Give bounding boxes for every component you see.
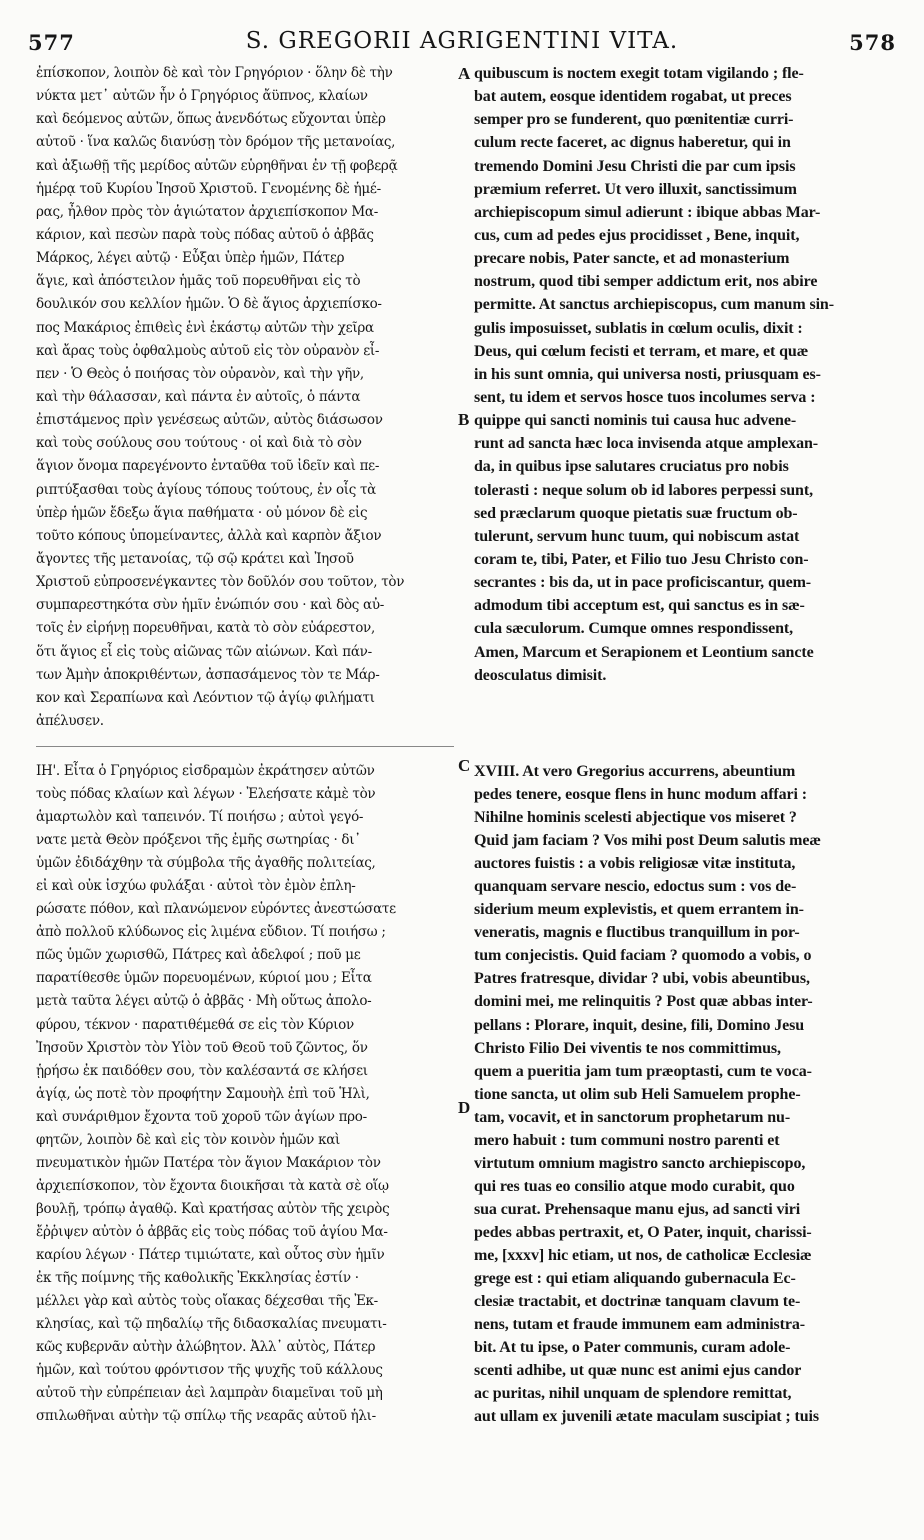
latin-text-line: precare nobis, Pater sancte, et ad monasterium: [474, 250, 790, 268]
greek-text-line: ἐπίσκοπον, λοιπὸν δὲ καὶ τὸν Γρηγόριον · ὅλην δὲ τὴν: [36, 65, 393, 81]
greek-text-line: σπιλωθῆναι αὐτὴν τῷ σπίλῳ τῆς νεαρᾶς αὐτοῦ ἡλι-: [36, 1408, 376, 1425]
latin-text-line: Patres fratresque, dividar ? ubi, vobis abeuntibus,: [474, 970, 810, 988]
greek-text-line: αὐτοῦ · ἵνα καλῶς διανύσῃ τὸν δρόμον τῆς μετανοίας,: [36, 134, 396, 151]
greek-text-line: ἅγιε, καὶ ἀπόστειλον ἡμᾶς τοῦ πορευθῆναι εἰς τὸ: [36, 273, 361, 290]
latin-text-line: Amen, Marcum et Serapionem et Leontium sancte: [474, 643, 814, 661]
latin-text-line: quibuscum is noctem exegit totam vigilando ; fle-: [474, 65, 804, 82]
latin-text-line: da, in quibus ipse salutares cruciatus pro nobis: [474, 458, 789, 476]
greek-text-line: καὶ τὴν θάλασσαν, καὶ πάντα ἐν αὐτοῖς, ὁ πάντα: [36, 388, 361, 405]
latin-text-line: ac puritas, nihil unquam de splendore remittat,: [474, 1385, 792, 1403]
right-page-number: 578: [849, 30, 896, 55]
greek-text-line: καὶ δεόμενος αὐτῶν, ὅπως ἀνενδότως εὔχονται ὑπὲρ: [36, 111, 386, 128]
latin-text-line: Christo Filio Dei viventis te nos committimus,: [474, 1039, 781, 1057]
latin-text-line: grege est : qui etiam aliquando gubernacula Ec-: [474, 1270, 796, 1288]
margin-marker-c: C: [458, 756, 471, 775]
greek-text-line: καὶ ἀξιωθῇ τῆς μερίδος αὐτῶν εὑρηθῆναι ἐν τῇ φοβερᾷ: [36, 157, 398, 174]
greek-text-line: ἡμῶν, καὶ τούτου φρόντισον τῆς ψυχῆς τοῦ κάλλους: [36, 1362, 383, 1379]
latin-text-line: admodum tibi acceptum est, qui sanctus es in sæ-: [474, 597, 805, 615]
section-divider: [36, 746, 454, 747]
latin-text-line: tam, vocavit, et in sanctorum prophetarum nu-: [474, 1108, 791, 1126]
latin-text-line: Quid jam faciam ? Vos mihi post Deum salutis meæ: [474, 832, 821, 850]
latin-text-line: XVIII. At vero Gregorius accurrens, abeuntium: [474, 763, 796, 780]
latin-text-line: nostrum, quod tibi semper addictum erit, nos abire: [474, 273, 818, 291]
latin-text-line: Nihilne hominis scelesti abjectique vos miseret ?: [474, 809, 797, 827]
greek-text-line: ἅγιον ὄνομα παρεγένοντο ἐνταῦθα τοῦ ἰδεῖν καὶ πε-: [36, 458, 380, 475]
latin-text-line: clesiæ tractabit, et doctrinæ tanquam clavum te-: [474, 1293, 801, 1311]
latin-text-line: tum conjecistis. Quid faciam ? quomodo a vobis, o: [474, 947, 812, 965]
greek-text-line: κον καὶ Σεραπίωνα καὶ Λεόντιον τῷ ἁγίῳ φιλήματι: [36, 689, 375, 706]
latin-text-line: pellans : Plorare, inquit, desine, fili, Domino Jesu: [474, 1016, 805, 1034]
latin-text-line: secrantes : bis da, ut in pace proficiscantur, quem-: [474, 574, 812, 592]
latin-text-line: pedes tenere, eosque flens in hunc modum affari :: [474, 786, 808, 804]
greek-text-line: κλησίας, καὶ τῷ πηδαλίῳ τῆς διδασκαλίας πνευματι-: [36, 1316, 387, 1333]
greek-text-line: παρατίθεσθε ὑμῶν πορευομένων, κύριοί μου ; Εἶτα: [36, 970, 372, 987]
latin-text-line: in his sunt omnia, qui universa nosti, priusquam es-: [474, 365, 821, 383]
latin-text-line: bit. At tu ipse, o Pater communis, curam adole-: [474, 1339, 791, 1357]
latin-text-line: pedes abbas pertraxit, et, O Pater, inquit, charissi-: [474, 1223, 812, 1241]
greek-text-line: νατε μετὰ Θεὸν πρόξενοι τῆς ἐμῆς σωτηρίας · δι᾽: [36, 832, 361, 849]
greek-text-line: ΙΗ'. Εἶτα ὁ Γρηγόριος εἰσδραμὼν ἐκράτησεν αὐτῶν: [36, 763, 375, 779]
greek-text-line: καρίου λέγων · Πάτερ τιμιώτατε, καὶ οὗτος σὺν ἡμῖν: [36, 1246, 385, 1263]
latin-column-top: [474, 62, 890, 687]
greek-text-line: εἰ καὶ οὐκ ἰσχύω φυλάξαι · αὐτοὶ τὸν ἐμὸν ἐπλη-: [36, 878, 356, 895]
latin-text-line: veneratis, magnis e fluctibus tranquillum in por-: [474, 924, 800, 942]
latin-text-line: quippe qui sancti nominis tui causa huc advene-: [474, 412, 797, 430]
greek-text-line: φητῶν, λοιπὸν δὲ καὶ εἰς τὸν κοινὸν ἡμῶν καὶ: [36, 1131, 341, 1148]
margin-marker-b: B: [458, 410, 470, 429]
latin-text-line: nens, tutam et fraude immunem eam administra-: [474, 1316, 806, 1334]
greek-text-line: ἀπὸ πολλοῦ κλύδωνος εἰς λιμένα εὔδιον. Τί ποιήσω ;: [36, 924, 386, 941]
greek-text-line: Ἰησοῦν Χριστὸν τὸν Υἱὸν τοῦ Θεοῦ τοῦ ζῶντος, ὅν: [36, 1039, 368, 1056]
latin-text-line: præmium referret. Ut vero illuxit, sanctissimum: [474, 180, 797, 198]
greek-text-line: ᾑρήσω ἐκ παιδόθεν σου, τὸν καλέσαντά σε κλήσει: [36, 1062, 368, 1079]
latin-text-line: cula sæculorum. Cumque omnes respondissent,: [474, 620, 793, 638]
latin-text-line: deosculatus dimisit.: [474, 666, 607, 684]
greek-text-line: ἐκ τῆς ποίμνης τῆς καθολικῆς Ἐκκλησίας ἐστίν ·: [36, 1270, 359, 1287]
latin-text-line: aut ullam ex juvenili ætate maculam suscipiat ; tuis: [474, 1408, 820, 1426]
running-header: [28, 28, 896, 62]
greek-text-line: μέλλει γὰρ καὶ αὐτὸς τοὺς οἴακας δέχεσθαι τῆς Ἐκ-: [36, 1293, 378, 1310]
latin-text-line: auctores fuistis : a vobis religiosæ vitæ instituta,: [474, 855, 796, 873]
latin-text-line: sed præclarum quoque pietatis suæ fructum ob-: [474, 504, 798, 522]
latin-text-line: siderium meum explevistis, et quem errantem in-: [474, 901, 804, 919]
margin-marker-d: D: [458, 1098, 471, 1117]
latin-text-line: tione sancta, ut olim sub Heli Samuelem prophe-: [474, 1085, 801, 1103]
greek-text-line: ρας, ἦλθον πρὸς τὸν ἁγιώτατον ἀρχιεπίσκοπον Μα-: [36, 203, 379, 220]
latin-text-line: sent, tu idem et servos hosce tuos incolumes serva :: [474, 388, 816, 406]
latin-text-line: semper pro se funderent, quo pœnitentiæ curri-: [474, 111, 794, 129]
greek-text-line: ἁγίᾳ, ὡς ποτὲ τὸν προφήτην Σαμουὴλ ἐπὶ τοῦ Ἡλὶ,: [36, 1085, 370, 1102]
latin-text-line: culum recte faceret, ac dignus haberetur, qui in: [474, 134, 791, 152]
greek-text-line: βουλῇ, τρόπῳ ἀγαθῷ. Καὶ κρατήσας αὐτὸν τῆς χειρὸς: [36, 1200, 390, 1217]
greek-text-line: αὐτοῦ τὴν εὐπρέπειαν ἀεὶ λαμπρὰν διαμεῖναι τοῦ μὴ: [36, 1385, 383, 1402]
latin-text-line: tremendo Domini Jesu Christi die par cum ipsis: [474, 157, 796, 175]
greek-text-line: ριπτύξασθαι τοὺς ἁγίους τόπους τούτους, ἐν οἷς τὰ: [36, 481, 376, 498]
greek-text-line: πῶς ὑμῶν χωρισθῶ, Πάτρες καὶ ἀδελφοί ; ποῦ με: [36, 947, 361, 964]
margin-marker-a: A: [458, 64, 471, 83]
greek-text-line: καὶ συνάριθμον ἔχοντα τοῦ χοροῦ τῶν ἁγίων προ-: [36, 1108, 367, 1125]
greek-text-line: κάριον, καὶ πεσὼν παρὰ τοὺς πόδας αὐτοῦ ὁ ἀββᾶς: [36, 226, 374, 243]
latin-text-line: gulis imposuisset, sublatis in cœlum oculis, dixit :: [474, 319, 803, 337]
greek-text-line: Χριστοῦ εὐπροσενέγκαντες τὸν δοῦλόν σου τοῦτον, τὸν: [36, 574, 405, 591]
greek-text-line: καὶ τοὺς σούλους σου τούτους · οἱ καὶ διὰ τὸ σὸν: [36, 435, 362, 452]
latin-text-line: cus, cum ad pedes ejus procidisset , Bene, inquit,: [474, 226, 800, 244]
greek-text-line: τοῖς ἐν εἰρήνῃ πορευθῆναι, κατὰ τὸ σὸν εὐάρεστον,: [36, 620, 375, 637]
running-title: S. GREGORII AGRIGENTINI VITA.: [245, 28, 679, 54]
greek-text-line: πεν · Ὁ Θεὸς ὁ ποιήσας τὸν οὐρανὸν, καὶ τὴν γῆν,: [36, 365, 364, 382]
latin-text-line: runt ad sancta hæc loca invisenda atque amplexan-: [474, 435, 819, 453]
greek-text-line: συμπαρεστηκότα σὺν ἡμῖν ἐνώπιόν σου · καὶ δὸς αὐ-: [36, 597, 385, 614]
greek-text-line: ἀρχιεπίσκοπον, τὸν ἔχοντα διοικῆσαι τὰ κατὰ σὲ οἵῳ: [36, 1177, 389, 1194]
greek-text-line: ἄγοντες τῆς μετανοίας, τῷ σῷ κράτει καὶ Ἰησοῦ: [36, 550, 354, 567]
greek-text-line: ἔῤῥιψεν αὐτὸν ὁ ἀββᾶς εἰς τοὺς πόδας τοῦ ἁγίου Μα-: [36, 1223, 388, 1240]
latin-text-line: archiepiscopum simul adierunt : ibique abbas Mar-: [474, 203, 821, 221]
latin-text-line: quanquam servare nescio, edoctus sum : vos de-: [474, 878, 797, 896]
latin-text-line: virtutum omnium magistro sancto archiepiscopo,: [474, 1154, 806, 1172]
latin-text-line: tulerunt, servum hunc tuum, qui nobiscum astat: [474, 527, 800, 545]
latin-text-line: domini mei, me relinquitis ? Post quæ abbas inter-: [474, 993, 813, 1011]
greek-text-line: καὶ ἄρας τοὺς ὀφθαλμοὺς αὐτοῦ εἰς τὸν οὐρανὸν εἶ-: [36, 342, 380, 359]
greek-text-line: δουλικόν σου κελλίον ἡμῶν. Ὁ δὲ ἅγιος ἀρχιεπίσκο-: [36, 296, 382, 313]
greek-text-line: ἡμέρᾳ τοῦ Κυρίου Ἰησοῦ Χριστοῦ. Γενομένης δὲ ἡμέ-: [36, 180, 381, 197]
greek-text-line: ἁμαρτωλὸν καὶ ταπεινόν. Τί ποιήσω ; αὐτοὶ γεγό-: [36, 809, 364, 826]
latin-text-line: scenti adhibe, ut quæ nunc est animi ejus candor: [474, 1362, 802, 1380]
greek-text-line: νύκτα μετ᾽ αὐτῶν ἦν ὁ Γρηγόριος ἄϋπνος, κλαίων: [36, 88, 368, 105]
greek-text-line: τοῦτο κόπους ὑπομείναντες, ἀλλὰ καὶ καρπὸν ἄξιον: [36, 527, 382, 544]
latin-text-line: me, [xxxv] hic etiam, ut nos, de catholicæ Ecclesiæ: [474, 1246, 812, 1264]
latin-text-line: quem a pueritia jam tum præoptasti, cum te voca-: [474, 1062, 812, 1080]
greek-column-bottom: [36, 760, 454, 1428]
greek-text-line: των Ἀμὴν ἀποκριθέντων, ἀσπασάμενος τὸν τε Μάρ-: [36, 666, 380, 683]
latin-text-line: sua curat. Prehensaque manu ejus, ad sancti viri: [474, 1200, 801, 1218]
greek-column-top: [36, 62, 454, 733]
greek-text-line: ὑμῶν ἐδιδάχθην τὰ σύμβολα τῆς ἀγαθῆς πολιτείας,: [36, 855, 376, 872]
greek-text-line: πνευματικὸν ἡμῶν Πατέρα τὸν ἅγιον Μακάριον τὸν: [36, 1154, 381, 1171]
greek-text-line: ὅτι ἅγιος εἶ εἰς τοὺς αἰῶνας τῶν αἰώνων. Καὶ πάν-: [36, 643, 372, 660]
left-page-number: 577: [28, 30, 75, 55]
greek-text-line: ρώσατε πόθον, καὶ πλανώμενον εὑρόντες ἀνεστώσατε: [36, 901, 396, 918]
greek-text-line: ἀπέλυσεν.: [36, 712, 104, 729]
latin-text-line: coram te, tibi, Pater, et Filio tuo Jesu Christo con-: [474, 550, 809, 568]
greek-text-line: τοὺς πόδας κλαίων καὶ λέγων · Ἐλεήσατε κἀμὲ τὸν: [36, 786, 376, 803]
latin-text-line: mero habuit : tum communi nostro parenti et: [474, 1131, 780, 1149]
greek-text-line: ἐπιστάμενος πρὶν γενέσεως αὐτῶν, αὐτὸς διάσωσον: [36, 412, 383, 429]
greek-text-line: ὑπὲρ ἡμῶν ἔδεξω ἅγια παθήματα · οὐ μόνον δὲ εἰς: [36, 504, 368, 521]
greek-text-line: μετὰ ταῦτα λέγει αὐτῷ ὁ ἀββᾶς · Μὴ οὕτως ἀπολο-: [36, 993, 372, 1010]
greek-text-line: φύρου, τέκνον · παρατιθέμεθά σε εἰς τὸν Κύριον: [36, 1016, 354, 1033]
greek-text-line: Μάρκος, λέγει αὐτῷ · Εὖξαι ὑπὲρ ἡμῶν, Πάτερ: [36, 250, 345, 267]
latin-text-line: bat autem, eosque identidem rogabat, ut preces: [474, 88, 792, 106]
latin-text-line: Deus, qui cœlum fecisti et terram, et mare, et quæ: [474, 342, 809, 360]
greek-text-line: πος Μακάριος ἐπιθεὶς ἑνὶ ἑκάστῳ αὐτῶν τὴν χεῖρα: [36, 319, 374, 336]
latin-text-line: permitte. At sanctus archiepiscopus, cum manum sin-: [474, 296, 834, 314]
latin-text-line: qui res tuas eo consilio atque modo curabit, quo: [474, 1177, 795, 1195]
latin-column-bottom: [474, 760, 890, 1428]
latin-text-line: tolerasti : neque solum ob id labores perpessi sunt,: [474, 481, 813, 499]
greek-text-line: κῶς κυβερνᾶν αὐτὴν ἀλώβητον. Ἀλλ᾽ αὐτὸς, Πάτερ: [36, 1339, 376, 1356]
